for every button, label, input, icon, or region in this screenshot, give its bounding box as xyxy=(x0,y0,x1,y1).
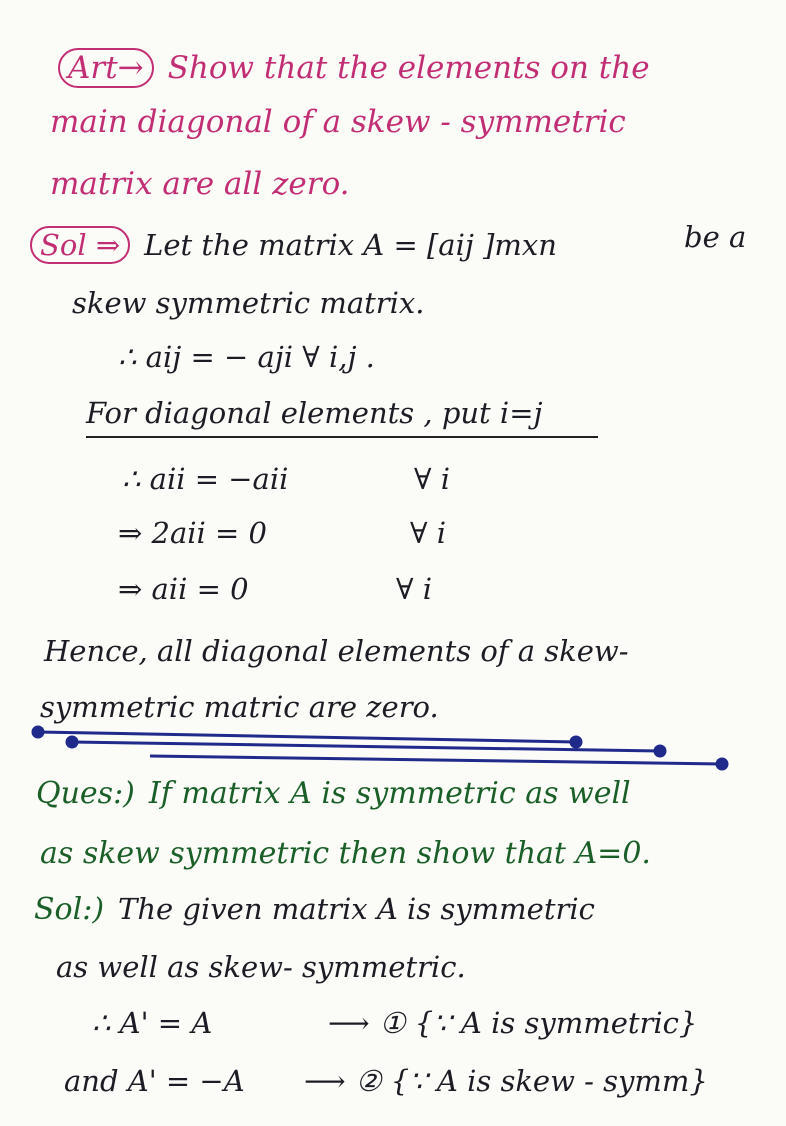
sol2-line-4-note: ⟶ ② {∵ A is skew - symm} xyxy=(304,1064,708,1098)
sol2-tag: Sol:) xyxy=(34,892,105,927)
sol2-line-2: as well as skew- symmetric. xyxy=(56,950,466,984)
sol1-line-3: ∴ aij = − aji ∀ i,j . xyxy=(118,340,375,374)
ques-tag: Ques:) xyxy=(36,776,135,811)
sol1-conclusion-2: symmetric matric are zero. xyxy=(40,690,439,724)
sol1-line-5-quantifier: ∀ i xyxy=(414,462,450,496)
sol1-line-7-quantifier: ∀ i xyxy=(396,572,432,606)
sol1-line-1-end: be a xyxy=(684,220,747,254)
sol1-line-6-quantifier: ∀ i xyxy=(410,516,446,550)
sol1-line-4: For diagonal elements , put i=j xyxy=(86,396,543,430)
sol1-line-5: ∴ aii = −aii xyxy=(122,462,289,496)
long-arrow-icon: ⟶ xyxy=(328,1006,370,1040)
sol-tag: Sol ⇒ xyxy=(30,226,130,264)
sol2-line-3: ∴ A' = A xyxy=(92,1006,213,1040)
sol1-line-1: Sol ⇒ Let the matrix A = [aij ]mxn xyxy=(30,226,557,264)
art-line-1: Art→ Show that the elements on the xyxy=(58,48,650,88)
sol2-line-3-note: ⟶ ① {∵ A is symmetric} xyxy=(328,1006,698,1040)
ques-line-1: Ques:) If matrix A is symmetric as well xyxy=(36,776,631,811)
sol2-line-4: and A' = −A xyxy=(64,1064,245,1098)
sol2-line-1: Sol:) The given matrix A is symmetric xyxy=(34,892,595,927)
long-arrow-icon: ⟶ xyxy=(304,1064,346,1098)
art-line-3: matrix are all zero. xyxy=(50,166,350,202)
art-tag: Art→ xyxy=(58,48,154,88)
sol1-line-6: ⇒ 2aii = 0 xyxy=(118,516,267,550)
sol1-line-2: skew symmetric matrix. xyxy=(72,286,425,320)
sol1-conclusion-1: Hence, all diagonal elements of a skew- xyxy=(44,634,629,668)
ques-line-2: as skew symmetric then show that A=0. xyxy=(40,836,651,871)
art-line-2: main diagonal of a skew - symmetric xyxy=(50,104,626,140)
sol1-line-7: ⇒ aii = 0 xyxy=(118,572,249,606)
